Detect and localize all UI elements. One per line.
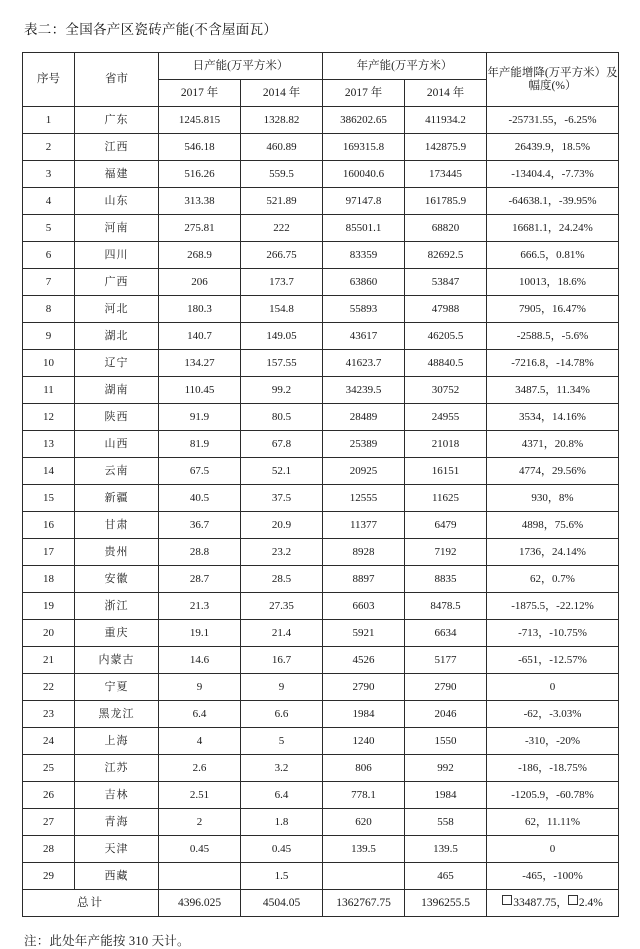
row-daily-2017: 1245.815: [159, 107, 241, 134]
row-annual-2014: 11625: [405, 485, 487, 512]
row-daily-2014: 157.55: [241, 350, 323, 377]
row-province: 天津: [75, 836, 159, 863]
row-no: 21: [23, 647, 75, 674]
row-daily-2017: 81.9: [159, 431, 241, 458]
row-daily-2017: 110.45: [159, 377, 241, 404]
row-no: 2: [23, 134, 75, 161]
row-annual-2017: 620: [323, 809, 405, 836]
row-province: 江西: [75, 134, 159, 161]
row-annual-2014: 7192: [405, 539, 487, 566]
row-province: 重庆: [75, 620, 159, 647]
table-row: [23, 107, 619, 134]
row-daily-2014: 67.8: [241, 431, 323, 458]
row-daily-2014: 37.5: [241, 485, 323, 512]
row-annual-2017: 386202.65: [323, 107, 405, 134]
row-no: 27: [23, 809, 75, 836]
row-daily-2014: 1.8: [241, 809, 323, 836]
total-daily-2017: 4396.025: [159, 890, 241, 917]
row-no: 13: [23, 431, 75, 458]
row-change: 4371，20.8%: [487, 431, 619, 458]
square-glyph-icon-2: [568, 895, 578, 905]
row-annual-2014: 68820: [405, 215, 487, 242]
row-annual-2014: 411934.2: [405, 107, 487, 134]
row-annual-2017: 25389: [323, 431, 405, 458]
row-province: 河南: [75, 215, 159, 242]
row-annual-2014: 30752: [405, 377, 487, 404]
table-note: 注：此处年产能按 310 天计。: [24, 934, 190, 948]
row-annual-2017: [323, 863, 405, 890]
row-daily-2017: 21.3: [159, 593, 241, 620]
row-no: 8: [23, 296, 75, 323]
row-no: 3: [23, 161, 75, 188]
row-annual-2014: 2046: [405, 701, 487, 728]
row-annual-2017: 55893: [323, 296, 405, 323]
row-annual-2014: 1550: [405, 728, 487, 755]
table-row: [23, 674, 619, 701]
row-annual-2017: 85501.1: [323, 215, 405, 242]
row-annual-2014: 6634: [405, 620, 487, 647]
header-group-annual: 年产能(万平方米）: [323, 53, 487, 80]
row-daily-2017: 4: [159, 728, 241, 755]
row-no: 19: [23, 593, 75, 620]
table-row: [23, 431, 619, 458]
row-change: 7905，16.47%: [487, 296, 619, 323]
table-header: [23, 53, 619, 107]
row-daily-2017: 268.9: [159, 242, 241, 269]
row-annual-2017: 12555: [323, 485, 405, 512]
row-daily-2017: 275.81: [159, 215, 241, 242]
total-annual-2014: 1396255.5: [405, 890, 487, 917]
row-daily-2014: 173.7: [241, 269, 323, 296]
header-province: 省市: [75, 53, 159, 107]
row-no: 18: [23, 566, 75, 593]
table-row: [23, 323, 619, 350]
row-no: 6: [23, 242, 75, 269]
row-change: 3534，14.16%: [487, 404, 619, 431]
row-change: 16681.1，24.24%: [487, 215, 619, 242]
row-no: 15: [23, 485, 75, 512]
row-no: 1: [23, 107, 75, 134]
row-daily-2017: 546.18: [159, 134, 241, 161]
row-daily-2017: 9: [159, 674, 241, 701]
table-total-row: [23, 890, 619, 917]
table-row: [23, 755, 619, 782]
row-daily-2017: 2: [159, 809, 241, 836]
header-change: 年产能增降(万平方米）及幅度(%）: [487, 53, 619, 107]
row-daily-2017: 0.45: [159, 836, 241, 863]
row-no: 23: [23, 701, 75, 728]
header-daily-2017: 2017 年: [159, 80, 241, 107]
row-daily-2017: 140.7: [159, 323, 241, 350]
row-change: -2588.5，-5.6%: [487, 323, 619, 350]
row-province: 青海: [75, 809, 159, 836]
row-province: 上海: [75, 728, 159, 755]
row-annual-2014: 465: [405, 863, 487, 890]
row-change: 0: [487, 836, 619, 863]
row-province: 辽宁: [75, 350, 159, 377]
row-annual-2014: 21018: [405, 431, 487, 458]
table-row: [23, 269, 619, 296]
row-change: -13404.4，-7.73%: [487, 161, 619, 188]
row-annual-2017: 1240: [323, 728, 405, 755]
row-daily-2014: 222: [241, 215, 323, 242]
row-annual-2017: 34239.5: [323, 377, 405, 404]
table-row: [23, 647, 619, 674]
table-row: [23, 701, 619, 728]
table-row: [23, 620, 619, 647]
row-no: 29: [23, 863, 75, 890]
row-annual-2014: 1984: [405, 782, 487, 809]
row-annual-2014: 16151: [405, 458, 487, 485]
row-annual-2017: 4526: [323, 647, 405, 674]
row-daily-2017: 14.6: [159, 647, 241, 674]
row-change: 1736，24.14%: [487, 539, 619, 566]
row-change: -186，-18.75%: [487, 755, 619, 782]
row-annual-2014: 46205.5: [405, 323, 487, 350]
row-annual-2017: 11377: [323, 512, 405, 539]
row-no: 5: [23, 215, 75, 242]
row-no: 4: [23, 188, 75, 215]
row-change: -713，-10.75%: [487, 620, 619, 647]
row-daily-2017: 313.38: [159, 188, 241, 215]
row-no: 28: [23, 836, 75, 863]
total-annual-2017: 1362767.75: [323, 890, 405, 917]
row-province: 山西: [75, 431, 159, 458]
row-annual-2014: 48840.5: [405, 350, 487, 377]
table-row: [23, 782, 619, 809]
row-change: -62，-3.03%: [487, 701, 619, 728]
row-daily-2014: 28.5: [241, 566, 323, 593]
capacity-table: [22, 52, 619, 917]
table-row: [23, 404, 619, 431]
row-province: 陕西: [75, 404, 159, 431]
table-row: [23, 863, 619, 890]
row-annual-2017: 2790: [323, 674, 405, 701]
row-annual-2017: 28489: [323, 404, 405, 431]
row-province: 内蒙古: [75, 647, 159, 674]
table-body: [23, 107, 619, 890]
header-annual-2014: 2014 年: [405, 80, 487, 107]
row-province: 宁夏: [75, 674, 159, 701]
row-change: 26439.9，18.5%: [487, 134, 619, 161]
row-daily-2014: 80.5: [241, 404, 323, 431]
row-province: 浙江: [75, 593, 159, 620]
row-no: 10: [23, 350, 75, 377]
table-row: [23, 296, 619, 323]
row-province: 湖北: [75, 323, 159, 350]
header-no: 序号: [23, 53, 75, 107]
table-row: [23, 242, 619, 269]
table-footer: [23, 890, 619, 917]
row-province: 西藏: [75, 863, 159, 890]
row-daily-2017: 36.7: [159, 512, 241, 539]
row-no: 11: [23, 377, 75, 404]
square-glyph-icon: [502, 895, 512, 905]
row-province: 湖南: [75, 377, 159, 404]
row-daily-2017: 206: [159, 269, 241, 296]
row-no: 24: [23, 728, 75, 755]
row-province: 黑龙江: [75, 701, 159, 728]
row-annual-2014: 142875.9: [405, 134, 487, 161]
table-row: [23, 161, 619, 188]
table-row: [23, 566, 619, 593]
row-province: 河北: [75, 296, 159, 323]
row-change: 10013，18.6%: [487, 269, 619, 296]
row-change: 3487.5，11.34%: [487, 377, 619, 404]
table-row: [23, 215, 619, 242]
total-change-pct: 2.4%: [578, 897, 603, 910]
table-row: [23, 485, 619, 512]
row-annual-2014: 8478.5: [405, 593, 487, 620]
row-annual-2017: 1984: [323, 701, 405, 728]
row-daily-2017: 91.9: [159, 404, 241, 431]
row-annual-2017: 8928: [323, 539, 405, 566]
table-row: [23, 134, 619, 161]
row-change: -7216.8，-14.78%: [487, 350, 619, 377]
row-daily-2014: 5: [241, 728, 323, 755]
table-row: [23, 539, 619, 566]
row-province: 江苏: [75, 755, 159, 782]
row-annual-2014: 24955: [405, 404, 487, 431]
row-province: 山东: [75, 188, 159, 215]
row-province: 福建: [75, 161, 159, 188]
row-annual-2014: 139.5: [405, 836, 487, 863]
row-change: 0: [487, 674, 619, 701]
row-change: 4774，29.56%: [487, 458, 619, 485]
row-daily-2017: [159, 863, 241, 890]
page-title: 表二：全国各产区瓷砖产能(不含屋面瓦）: [24, 22, 278, 37]
row-province: 广东: [75, 107, 159, 134]
row-daily-2014: 1328.82: [241, 107, 323, 134]
row-annual-2017: 169315.8: [323, 134, 405, 161]
total-change: [487, 890, 619, 917]
row-daily-2014: 559.5: [241, 161, 323, 188]
row-annual-2014: 173445: [405, 161, 487, 188]
row-no: 9: [23, 323, 75, 350]
row-change: 930，8%: [487, 485, 619, 512]
row-annual-2014: 82692.5: [405, 242, 487, 269]
row-daily-2017: 28.8: [159, 539, 241, 566]
row-province: 吉林: [75, 782, 159, 809]
row-change: -1875.5，-22.12%: [487, 593, 619, 620]
row-change: -465，-100%: [487, 863, 619, 890]
row-no: 17: [23, 539, 75, 566]
row-change: 62，11.11%: [487, 809, 619, 836]
row-annual-2017: 20925: [323, 458, 405, 485]
total-change-value: 33487.75，: [513, 897, 568, 910]
row-no: 12: [23, 404, 75, 431]
row-change: 4898，75.6%: [487, 512, 619, 539]
table-row: [23, 593, 619, 620]
row-daily-2014: 6.6: [241, 701, 323, 728]
table-row: [23, 809, 619, 836]
row-daily-2014: 16.7: [241, 647, 323, 674]
table-row: [23, 188, 619, 215]
table-row: [23, 377, 619, 404]
row-no: 22: [23, 674, 75, 701]
row-province: 安徽: [75, 566, 159, 593]
row-daily-2017: 516.26: [159, 161, 241, 188]
row-annual-2014: 47988: [405, 296, 487, 323]
row-annual-2014: 8835: [405, 566, 487, 593]
row-daily-2017: 180.3: [159, 296, 241, 323]
row-no: 16: [23, 512, 75, 539]
row-annual-2017: 778.1: [323, 782, 405, 809]
row-daily-2017: 40.5: [159, 485, 241, 512]
table-row: [23, 458, 619, 485]
row-daily-2014: 9: [241, 674, 323, 701]
row-daily-2017: 2.6: [159, 755, 241, 782]
row-annual-2017: 63860: [323, 269, 405, 296]
row-annual-2014: 161785.9: [405, 188, 487, 215]
row-province: 甘肃: [75, 512, 159, 539]
row-annual-2014: 2790: [405, 674, 487, 701]
row-no: 26: [23, 782, 75, 809]
row-no: 7: [23, 269, 75, 296]
row-daily-2017: 19.1: [159, 620, 241, 647]
row-annual-2017: 8897: [323, 566, 405, 593]
row-daily-2014: 99.2: [241, 377, 323, 404]
row-annual-2014: 558: [405, 809, 487, 836]
row-province: 四川: [75, 242, 159, 269]
row-daily-2014: 20.9: [241, 512, 323, 539]
row-daily-2014: 6.4: [241, 782, 323, 809]
total-daily-2014: 4504.05: [241, 890, 323, 917]
total-label: 总计: [23, 890, 159, 917]
row-annual-2017: 6603: [323, 593, 405, 620]
row-annual-2014: 53847: [405, 269, 487, 296]
row-change: -310，-20%: [487, 728, 619, 755]
row-annual-2017: 83359: [323, 242, 405, 269]
row-annual-2017: 139.5: [323, 836, 405, 863]
row-province: 云南: [75, 458, 159, 485]
row-no: 25: [23, 755, 75, 782]
row-daily-2014: 27.35: [241, 593, 323, 620]
row-daily-2014: 266.75: [241, 242, 323, 269]
row-daily-2014: 52.1: [241, 458, 323, 485]
row-province: 贵州: [75, 539, 159, 566]
row-daily-2017: 6.4: [159, 701, 241, 728]
row-daily-2014: 1.5: [241, 863, 323, 890]
row-daily-2014: 460.89: [241, 134, 323, 161]
row-daily-2017: 28.7: [159, 566, 241, 593]
row-daily-2017: 134.27: [159, 350, 241, 377]
row-annual-2017: 97147.8: [323, 188, 405, 215]
row-change: -1205.9，-60.78%: [487, 782, 619, 809]
row-change: -25731.55，-6.25%: [487, 107, 619, 134]
row-daily-2014: 0.45: [241, 836, 323, 863]
row-annual-2014: 992: [405, 755, 487, 782]
row-daily-2017: 2.51: [159, 782, 241, 809]
table-row: [23, 350, 619, 377]
row-daily-2014: 3.2: [241, 755, 323, 782]
table-row: [23, 836, 619, 863]
row-annual-2017: 43617: [323, 323, 405, 350]
table-row: [23, 728, 619, 755]
header-annual-2017: 2017 年: [323, 80, 405, 107]
row-no: 14: [23, 458, 75, 485]
row-change: -64638.1，-39.95%: [487, 188, 619, 215]
row-daily-2014: 21.4: [241, 620, 323, 647]
row-daily-2014: 154.8: [241, 296, 323, 323]
row-annual-2017: 5921: [323, 620, 405, 647]
row-annual-2017: 160040.6: [323, 161, 405, 188]
row-no: 20: [23, 620, 75, 647]
header-group-daily: 日产能(万平方米）: [159, 53, 323, 80]
row-annual-2017: 806: [323, 755, 405, 782]
header-daily-2014: 2014 年: [241, 80, 323, 107]
row-change: 62，0.7%: [487, 566, 619, 593]
row-change: -651，-12.57%: [487, 647, 619, 674]
row-daily-2014: 149.05: [241, 323, 323, 350]
row-province: 广西: [75, 269, 159, 296]
row-province: 新疆: [75, 485, 159, 512]
row-daily-2017: 67.5: [159, 458, 241, 485]
row-annual-2014: 6479: [405, 512, 487, 539]
row-annual-2017: 41623.7: [323, 350, 405, 377]
row-daily-2014: 521.89: [241, 188, 323, 215]
row-daily-2014: 23.2: [241, 539, 323, 566]
row-annual-2014: 5177: [405, 647, 487, 674]
table-row: [23, 512, 619, 539]
row-change: 666.5，0.81%: [487, 242, 619, 269]
